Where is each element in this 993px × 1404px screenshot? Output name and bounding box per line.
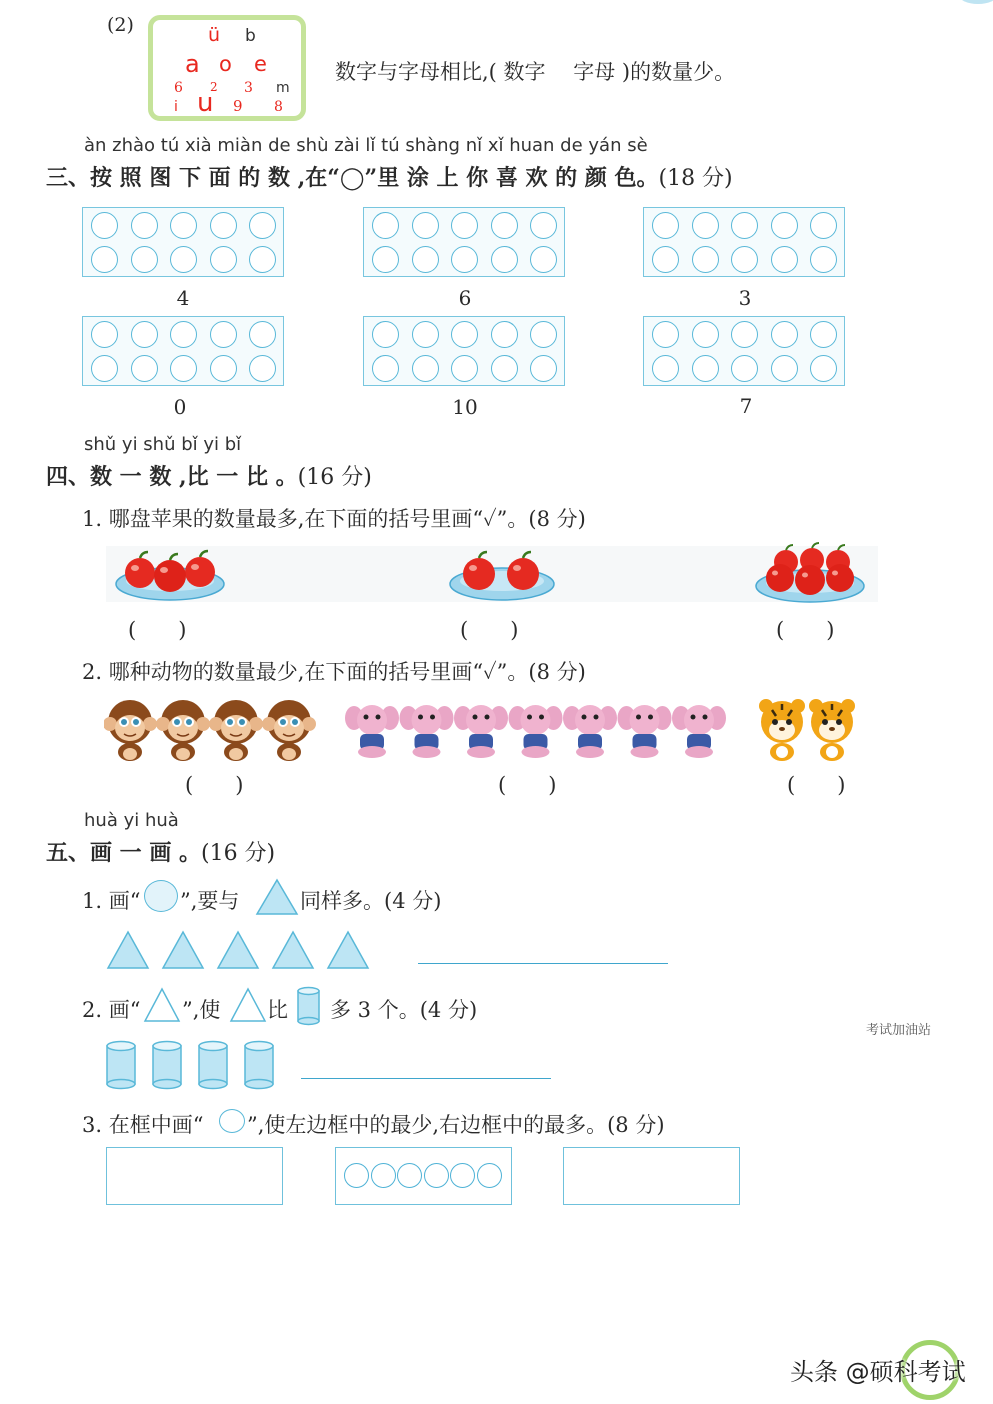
apple-icon [507,552,539,590]
grid-number-4: 0 [173,395,187,419]
paint-circle[interactable] [771,321,798,348]
grid-number-2: 6 [458,286,472,310]
question-number: (2) [107,14,134,36]
paint-circle[interactable] [692,321,719,348]
grid-number-1: 4 [176,286,190,310]
paint-circle[interactable] [131,246,158,273]
circle-grid-4 [82,316,284,386]
elephant-icon [672,705,726,758]
section5-q2-part1: 2. 画“ [82,998,141,1022]
paint-circle[interactable] [372,212,399,239]
circle-grid-2 [363,207,565,277]
answer-paren-apple-2[interactable]: ( ) [460,618,519,642]
section5-q3-part1: 3. 在框中画“ [82,1113,204,1137]
triangle-shape [218,932,258,968]
paint-circle[interactable] [451,355,478,382]
apple-icon [125,552,155,588]
paint-circle[interactable] [412,321,439,348]
paint-circle[interactable] [692,212,719,239]
triangle-outline-icon [143,987,181,1023]
q2-text: 数字与字母相比,( 数字 字母 )的数量少。 [335,60,736,84]
section5-q2-part2: ”,使 [182,998,221,1022]
elephant-icon [509,705,563,758]
section3-pinyin: àn zhào tú xià miàn de shù zài lǐ tú shàng nǐ xǐ huan de yán sè [84,135,648,156]
section5-q2-part4: 多 3 个。(4 分) [330,998,478,1022]
circle-grid-3 [643,207,845,277]
paint-circle[interactable] [91,212,118,239]
paint-circle[interactable] [210,246,237,273]
plate-1 [116,551,224,600]
paint-circle[interactable] [170,321,197,348]
answer-paren-apple-3[interactable]: ( ) [776,618,835,642]
letter-b: b [245,26,256,46]
section5-q3-part2: ”,使左边框中的最少,右边框中的最多。(8 分) [247,1113,665,1137]
frame-circle [371,1163,396,1188]
triangles-row [104,930,374,972]
cylinders-row [104,1040,284,1092]
letter-i: i [174,99,178,115]
digit-2: 2 [210,80,218,94]
paint-circle[interactable] [530,355,557,382]
answer-paren-monkey[interactable]: ( ) [185,773,244,797]
paint-circle[interactable] [249,246,276,273]
paint-circle[interactable] [771,246,798,273]
paint-circle[interactable] [249,212,276,239]
paint-circle[interactable] [210,212,237,239]
middle-frame [335,1147,512,1205]
section5-q1-part1: 1. 画“ [82,889,141,913]
right-frame[interactable] [563,1147,740,1205]
section5-q1-part2: ”,要与 [180,889,240,913]
cylinder-icon [296,986,322,1026]
paint-circle[interactable] [170,246,197,273]
paint-circle[interactable] [530,321,557,348]
elephant-icon [618,705,672,758]
letters-numbers-card [148,15,306,121]
grid-number-6: 7 [739,394,753,418]
circle-grid-1 [82,207,284,277]
paint-circle[interactable] [731,321,758,348]
digit-9: 9 [233,97,243,115]
paint-circle[interactable] [372,355,399,382]
paint-circle[interactable] [451,212,478,239]
paint-circle[interactable] [530,212,557,239]
triangle-shape [163,932,203,968]
triangle-shape [328,932,368,968]
paint-circle[interactable] [810,212,837,239]
paint-circle[interactable] [372,321,399,348]
plate-3 [756,543,864,602]
paint-circle[interactable] [249,355,276,382]
apple-plates [106,540,886,606]
cylinder-shape [199,1042,227,1089]
paint-circle[interactable] [412,246,439,273]
section5-title: 五、画 一 画 。(16 分) [46,840,276,866]
q1-answer-line[interactable] [418,963,668,964]
elephant-icon [454,705,508,758]
paint-circle[interactable] [210,321,237,348]
apple-icon [463,552,495,590]
paint-circle[interactable] [491,355,518,382]
circle-icon [144,880,178,912]
triangle-shape [273,932,313,968]
cylinder-shape [153,1042,181,1089]
tiger-icon [809,699,855,761]
paint-circle[interactable] [210,355,237,382]
apple-icon [795,565,825,595]
monkey-icon [209,700,263,761]
letter-u: u [197,88,214,118]
answer-paren-apple-1[interactable]: ( ) [128,618,187,642]
paint-circle[interactable] [652,355,679,382]
animals-row [104,696,864,762]
grid-number-3: 3 [738,286,752,310]
paint-circle[interactable] [652,212,679,239]
elephant-icon [345,705,399,758]
digit-6: 6 [174,80,183,96]
frame-circle [344,1163,369,1188]
apple-icon [826,564,854,592]
section5-pinyin: huà yi huà [84,810,179,831]
paint-circle[interactable] [771,355,798,382]
frame-circle [424,1163,449,1188]
paint-circle[interactable] [652,321,679,348]
apple-icon [154,554,186,592]
letter-e: e [254,52,267,76]
cylinder-shape [245,1042,273,1089]
paint-circle[interactable] [249,321,276,348]
section3-title: 三、按 照 图 下 面 的 数 ,在“◯”里 涂 上 你 喜 欢 的 颜 色。(18 分) [46,165,733,191]
section4-title: 四、数 一 数 ,比 一 比 。(16 分) [46,464,372,490]
triangle-outline-icon [229,987,267,1023]
digit-3: 3 [244,80,253,96]
monkey-icon [104,700,157,761]
paint-circle[interactable] [131,321,158,348]
triangle-shape [108,932,148,968]
paint-circle[interactable] [692,355,719,382]
paint-circle[interactable] [451,246,478,273]
frame-circle [477,1163,502,1188]
section4-q2: 2. 哪种动物的数量最少,在下面的括号里画“✓”。(8 分) [82,660,586,684]
elephant-icon [563,705,617,758]
answer-paren-tiger[interactable]: ( ) [787,773,846,797]
monkey-icon [262,700,316,761]
paint-circle[interactable] [491,246,518,273]
letter-m: m [276,80,290,96]
letter-o: o [219,52,232,76]
apple-icon [185,551,215,587]
triangle-icon [255,878,299,916]
watermark-small: 考试加油站 [866,1023,932,1038]
paint-circle[interactable] [491,212,518,239]
section5-q2-part3: 比 [267,998,288,1022]
paint-circle[interactable] [491,321,518,348]
digit-8: 8 [274,99,283,115]
paint-circle[interactable] [731,246,758,273]
paint-circle[interactable] [810,321,837,348]
paint-circle[interactable] [412,212,439,239]
paint-circle[interactable] [771,212,798,239]
paint-circle[interactable] [412,355,439,382]
paint-circle[interactable] [451,321,478,348]
circle-grid-6 [643,316,845,386]
paint-circle[interactable] [652,246,679,273]
q2-answer-line[interactable] [301,1078,551,1079]
brand-watermark: 头条 @硕科考试 [790,1358,966,1386]
paint-circle[interactable] [810,355,837,382]
paint-circle[interactable] [91,246,118,273]
paint-circle[interactable] [530,246,557,273]
apple-icon [766,564,794,592]
paint-circle[interactable] [731,355,758,382]
plate-2 [450,552,554,600]
paint-circle[interactable] [170,355,197,382]
grid-number-5: 10 [452,395,478,419]
letter-a: a [185,50,200,78]
paint-circle[interactable] [131,355,158,382]
section4-pinyin: shǔ yi shǔ bǐ yi bǐ [84,434,242,455]
tiger-icon [759,699,805,761]
section5-q1-part3: 同样多。(4 分) [300,889,442,913]
left-frame[interactable] [106,1147,283,1205]
frame-circle [450,1163,475,1188]
section4-q1: 1. 哪盘苹果的数量最多,在下面的括号里画“✓”。(8 分) [82,507,586,531]
paint-circle[interactable] [170,212,197,239]
letter-u-umlaut: ü [208,24,221,46]
paint-circle[interactable] [810,246,837,273]
frame-circle [397,1163,422,1188]
cylinder-shape [107,1042,135,1089]
paint-circle[interactable] [731,212,758,239]
paint-circle[interactable] [91,355,118,382]
paint-circle[interactable] [372,246,399,273]
monkey-icon [156,700,210,761]
answer-paren-elephant[interactable]: ( ) [498,773,557,797]
elephant-icon [400,705,454,758]
paint-circle[interactable] [91,321,118,348]
paint-circle[interactable] [692,246,719,273]
circle-outline-icon [219,1109,245,1133]
circle-grid-5 [363,316,565,386]
corner-decoration [958,0,993,4]
paint-circle[interactable] [131,212,158,239]
